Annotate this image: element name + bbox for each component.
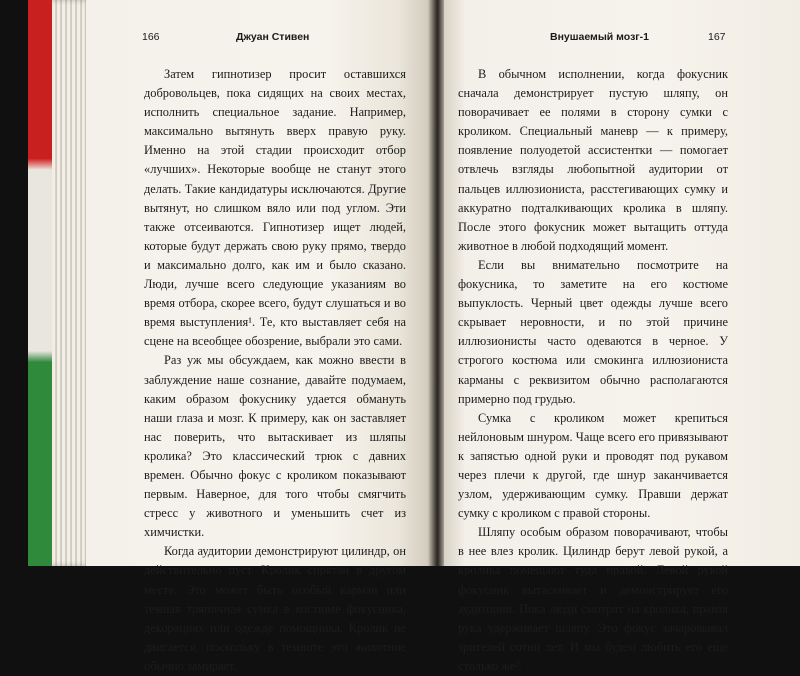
right-page-body: [458, 65, 728, 676]
right-paragraph-2: Если вы внимательно посмотрите на фокусника, то заметите на его костюме выпуклость. Черный цвет одежды лучше всего скрывает неровности, и по этой причине иллюзионисты часто одеваются в черное. У строгого костюма или смокинга иллюзиониста карманы с реквизитом обычно располагаются примерно под грудью.: [458, 257, 728, 406]
right-page-number: 167: [708, 31, 726, 43]
right-paragraph-3: Сумка с кроликом может крепиться нейлоновым шнуром. Чаще всего его привязывают к запястью одной руки и проводят под рукавом через плечи к другой, где шнур заканчивается узлом, удерживающим сумку. Правши держат сумку с кроликом с правой стороны.: [458, 410, 728, 521]
left-paragraph-3: Когда аудитории демонстрируют цилиндр, он действительно пуст. Кролик спрятан в другом месте. Это может быть особый карман или темная тряпичная сумка в костюме фокусника, декорациях или одежде помощника. Кролик не двигается, поскольку в темноте это животное обычно замирает.: [144, 544, 406, 673]
right-page: [444, 0, 800, 673]
left-running-head: Джуан Стивен: [236, 31, 310, 43]
left-page-body: [144, 65, 406, 676]
left-paragraph-1: Затем гипнотизер просит оставшихся добровольцев, пока сидящих на своих местах, исполнить специальное задание. Например, максимально вытянуть вверх правую руку. Именно на этой стадии происходит отбор «лучших». Некоторые вообще не станут этого делать. Такие кандидатуры исключаются. Другие вытянут, но слишком вяло или под углом. Эти также отсеиваются. Гипнотизер ищет людей, которые будут держать свою руку прямо, твердо и максимально долго, как им и было сказано. Люди, лучше всего следующие указаниям во время отбора, скорее всего, будут слушаться и во время выступления¹. Те, кто выставляет себя на сцене на всеобщее обозрение, выбрали это сами.: [144, 67, 406, 349]
left-page: [86, 0, 432, 673]
right-paragraph-4: Шляпу особым образом поворачивают, чтобы в нее влез кролик. Цилиндр берут левой рукой, а кролика помещают туда правой. Левой рукой фокусник вытаскивает и демонстрирует его аудитории. Пока люди смотрят на кролика, правая рука удерживает шляпу. Это фокус зачаровывал зрителей сотни лет. И мы будем любить его еще столько же².: [458, 525, 728, 673]
left-paragraph-2: Раз уж мы обсуждаем, как можно ввести в заблуждение наше сознание, давайте подумаем, каким образом фокуснику удается обмануть наши глаза и мозг. К примеру, как он заставляет нас поверить, что вытаскивает из шляпы кролика? Это классический трюк с давних времен. Обычно фокус с кроликом показывают первым. Наверное, для того чтобы смягчить стресс у животного и уменьшить счет из химчистки.: [144, 353, 406, 540]
right-paragraph-1: В обычном исполнении, когда фокусник сначала демонстрирует пустую шляпу, он поворачивает ее полями в сторону сумки с кроликом. Специальный маневр — к примеру, появление полуодетой ассистентки — помогает отвлечь взгляды любопытной аудитории от пальцев иллюзиониста, расстегивающих сумку и аккуратно подталкивающих кролика в шляпу. После этого фокусник может вытащить оттуда животное в любой подходящий момент.: [458, 67, 728, 253]
left-page-number: 166: [142, 31, 160, 43]
right-running-head: Внушаемый мозг-1: [550, 31, 649, 43]
